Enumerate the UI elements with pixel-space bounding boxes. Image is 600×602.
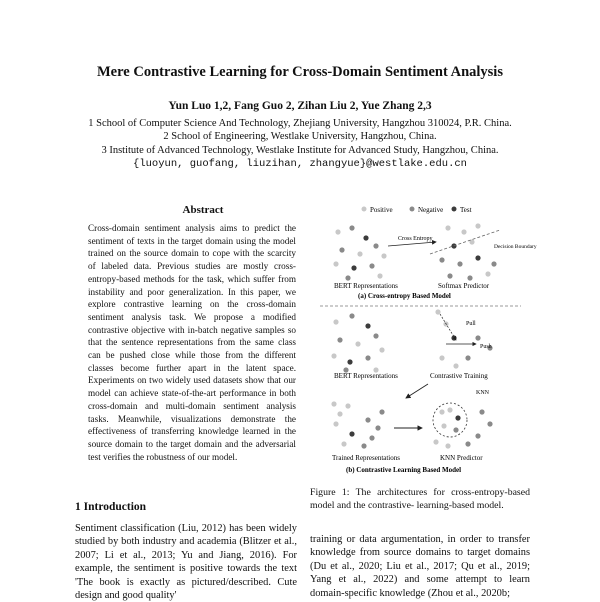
abstract-text: Cross-domain sentiment analysis aims to predict the sentiment of texts in the target domain using the model trained on the source domain to cope with the scarcity of labeled data. Previous studies are mostly cross-entropy-based methods for the task, which suffer from instability and poor generalization. In this paper, we explore contrastive learning on the cross-domain sentiment analysis task. We propose a modified contrastive objective with in-batch negative samples so that the sentence representations from the same class can be pushed close while those from the different classes become further apart in the latent space. Experiments on two widely used datasets show that our model can achieve state-of-the-art performance in both cross-domain and multi-domain sentiment analysis tasks. Meanwhile, visualizations demonstrate the effectiveness of transferring knowledge learned in the source domain to the target domain and the adversarial test verifies the robustness of our model.	[88, 223, 296, 462]
positive-point	[439, 355, 444, 360]
label-pull: Pull	[466, 321, 476, 327]
negative-point	[337, 337, 342, 342]
label-contrastive-training: Contrastive Training	[430, 372, 488, 380]
panel-b-bert-cluster	[331, 313, 384, 372]
positive-point	[345, 403, 350, 408]
positive-point	[439, 409, 444, 414]
positive-point	[453, 363, 458, 368]
negative-point	[349, 225, 354, 230]
negative-point	[373, 243, 378, 248]
negative-point	[467, 275, 472, 280]
label-decision-boundary: Decision Boundary	[494, 244, 537, 250]
legend-positive-dot	[362, 207, 367, 212]
contrastive-training-arrow	[406, 384, 428, 398]
figure-caption-text: Figure 1: The architectures for cross-entropy-based model and the contrastive- learning-based model.	[310, 487, 530, 511]
label-knn: KNN	[476, 390, 489, 396]
negative-point	[447, 273, 452, 278]
positive-point	[475, 223, 480, 228]
negative-point	[465, 441, 470, 446]
positive-point	[445, 443, 450, 448]
negative-point	[345, 275, 350, 280]
introduction-heading: 1 Introduction	[75, 501, 147, 513]
positive-point	[377, 273, 382, 278]
author-list: Yun Luo 1,2, Fang Guo 2, Zihan Liu 2, Yue Zhang 2,3	[168, 100, 432, 112]
abstract-heading: Abstract	[182, 204, 224, 216]
negative-point	[365, 417, 370, 422]
legend-test: Test	[460, 206, 472, 214]
affiliation-1: 1 School of Computer Science And Technology, Zhejiang University, Hangzhou 310024, P.R. China.	[88, 118, 512, 129]
label-softmax-predictor: Softmax Predictor	[438, 282, 490, 290]
negative-point	[457, 261, 462, 266]
negative-point	[453, 427, 458, 432]
legend-negative: Negative	[418, 206, 444, 214]
positive-point	[485, 271, 490, 276]
negative-point	[361, 443, 366, 448]
label-bert-representations-b: BERT Representations	[334, 372, 398, 380]
architecture-figure	[318, 198, 537, 482]
negative-point	[491, 261, 496, 266]
positive-point	[333, 261, 338, 266]
right-column-body	[310, 533, 530, 600]
panel-a-bert-cluster	[333, 225, 386, 280]
test-point	[363, 235, 368, 240]
negative-point	[365, 355, 370, 360]
test-point	[351, 265, 356, 270]
negative-point	[475, 335, 480, 340]
paper-title: Mere Contrastive Learning for Cross-Domain Sentiment Analysis	[97, 64, 503, 80]
legend-positive: Positive	[370, 206, 393, 214]
panel-a-softmax-cluster	[439, 223, 496, 280]
negative-point	[339, 247, 344, 252]
negative-point	[479, 409, 484, 414]
positive-point	[433, 439, 438, 444]
introduction-text: Sentiment classification (Liu, 2012) has been widely studied by both industry and academia (Blitzer et al., 2007; Li et al., 2013; Yu and Jiang, 2016). For example, the sentiment is positive towards the text 'The book is exactly as pictured/described. Cute design and good quality'	[75, 523, 297, 602]
test-point	[347, 359, 352, 364]
positive-point	[333, 421, 338, 426]
positive-point	[357, 251, 362, 256]
author-email: {luoyun, guofang, liuzihan, zhangyue}@westlake.edu.cn	[133, 158, 467, 170]
right-column-text: training or data argumentation, in order to transfer knowledge from source domains to target domains (Du et al., 2020; Liu et al., 2017; Qu et al., 2019; Yang et al., 2022) and some attempt to learn domain-specific knowledge (Zhou et al., 2020b;	[310, 534, 530, 599]
positive-point	[435, 309, 440, 314]
positive-point	[441, 423, 446, 428]
panel-b-knn-cluster	[433, 407, 492, 448]
label-trained-representations: Trained Representations	[332, 454, 400, 462]
figure-caption	[310, 487, 530, 512]
negative-point	[369, 435, 374, 440]
abstract-body	[88, 222, 296, 463]
affiliation-3: 3 Institute of Advanced Technology, Westlake Institute for Advanced Study, Hangzhou, China.	[101, 145, 499, 156]
negative-point	[373, 333, 378, 338]
negative-point	[475, 433, 480, 438]
positive-point	[445, 225, 450, 230]
positive-point	[461, 229, 466, 234]
negative-point	[487, 421, 492, 426]
introduction-body	[75, 522, 297, 602]
legend-test-dot	[452, 207, 457, 212]
positive-point	[341, 441, 346, 446]
negative-point	[369, 263, 374, 268]
positive-point	[335, 229, 340, 234]
pull-arrow	[440, 314, 456, 340]
positive-point	[331, 401, 336, 406]
panel-b-caption: (b) Contrastive Learning Based Model	[346, 466, 462, 474]
positive-point	[379, 347, 384, 352]
test-point	[455, 415, 460, 420]
negative-point	[379, 409, 384, 414]
label-bert-representations-a: BERT Representations	[334, 282, 398, 290]
label-push: Push	[480, 344, 492, 350]
positive-point	[333, 319, 338, 324]
test-point	[365, 323, 370, 328]
negative-point	[439, 257, 444, 262]
label-cross-entropy: Cross Entropy	[398, 236, 433, 242]
panel-b-trained-cluster	[331, 401, 384, 448]
positive-point	[355, 341, 360, 346]
positive-point	[447, 407, 452, 412]
test-point	[475, 255, 480, 260]
panel-a-caption: (a) Cross-entropy Based Model	[358, 292, 451, 300]
legend-negative-dot	[410, 207, 415, 212]
panel-b-contrastive-cluster	[435, 309, 492, 368]
negative-point	[465, 355, 470, 360]
negative-point	[375, 425, 380, 430]
positive-point	[331, 353, 336, 358]
test-point	[349, 431, 354, 436]
positive-point	[337, 411, 342, 416]
negative-point	[349, 313, 354, 318]
positive-point	[381, 253, 386, 258]
affiliation-2: 2 School of Engineering, Westlake University, Hangzhou, China.	[163, 131, 437, 142]
label-knn-predictor: KNN Predictor	[440, 454, 483, 462]
cross-entropy-arrow	[388, 242, 436, 246]
